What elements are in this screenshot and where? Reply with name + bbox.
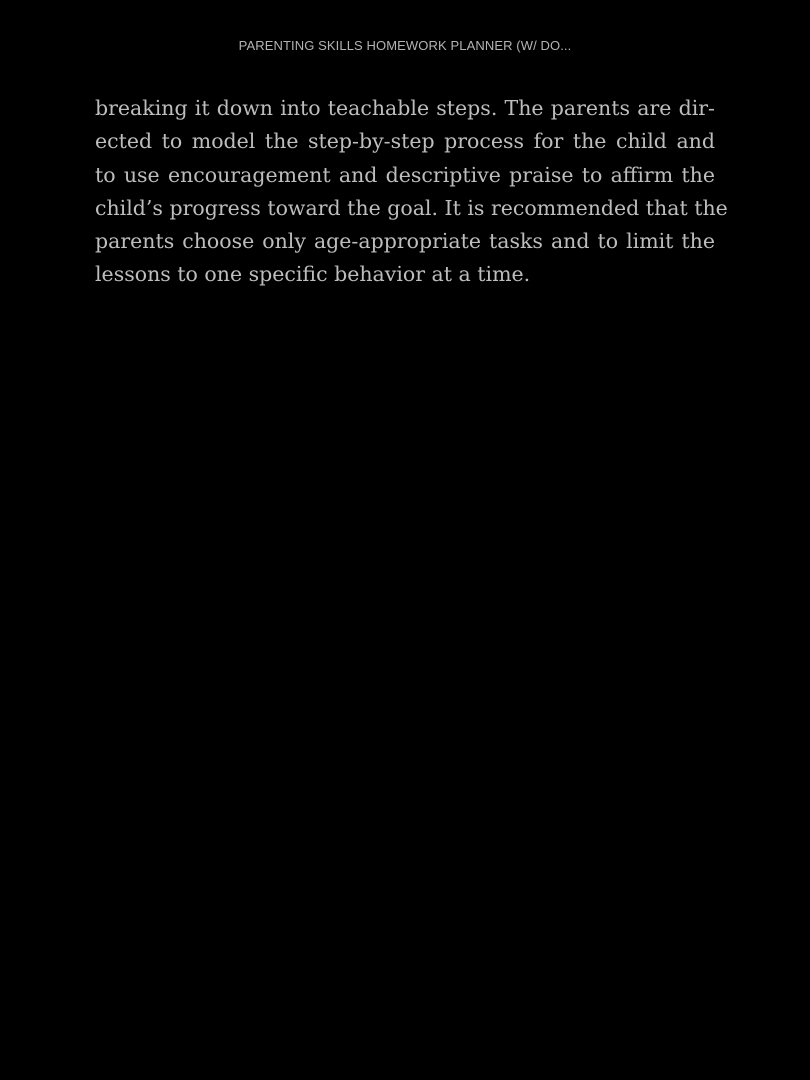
- book-title-header[interactable]: PARENTING SKILLS HOMEWORK PLANNER (W/ DO...: [238, 38, 572, 53]
- text-line: to use encouragement and descriptive praise to affirm the: [95, 162, 715, 187]
- text-line: lessons to one specific behavior at a time.: [95, 262, 531, 287]
- text-line: ected to model the step-by-step process for the child and: [95, 129, 715, 154]
- text-line: breaking it down into teachable steps. The parents are dir-: [95, 96, 715, 120]
- page-text: [95, 92, 728, 292]
- text-line: parents choose only age-appropriate tasks and to limit the: [95, 229, 715, 254]
- text-line: child’s progress toward the goal. It is recommended that the: [95, 195, 728, 220]
